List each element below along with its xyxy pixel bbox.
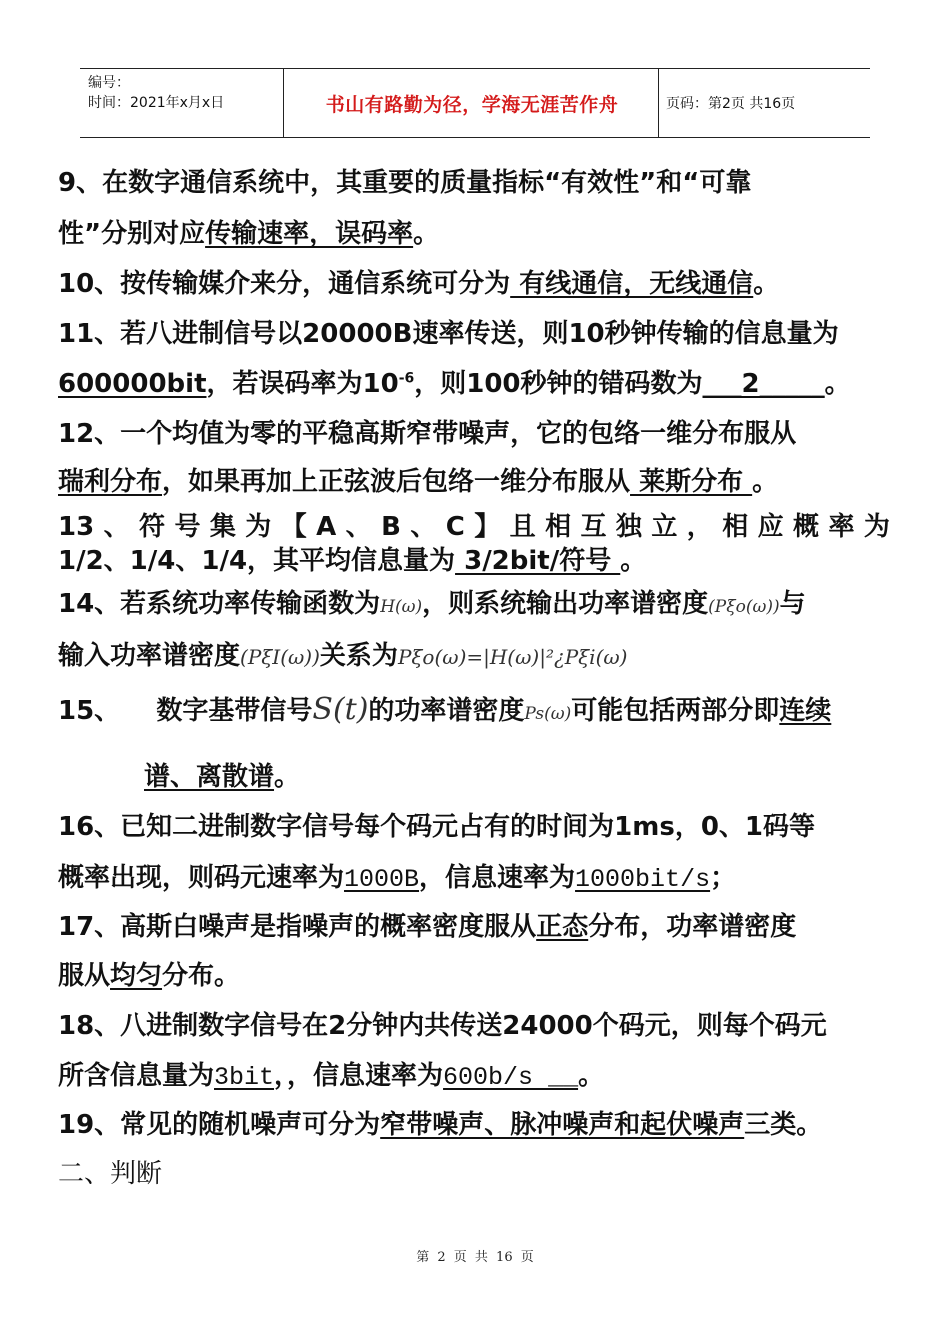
header-meta <box>88 73 283 113</box>
answer: 瑞利分布 <box>58 467 163 497</box>
text: 1/2、1/4、1/4，其平均信息量为 <box>58 546 456 576</box>
q11-line1: 11、若八进制信号以20000B速率传送，则10秒钟传输的信息量为 <box>58 319 839 349</box>
text: 概率出现，则码元速率为 <box>58 863 345 893</box>
q17-line1 <box>58 909 796 945</box>
header-divider <box>658 69 659 137</box>
q14-line1 <box>58 586 806 625</box>
formula-p-input: (PξI(ω)) <box>240 645 320 669</box>
text: 。 <box>753 269 780 299</box>
q17-line2 <box>58 958 240 994</box>
page-header <box>80 68 870 138</box>
q18-line2 <box>58 1058 604 1096</box>
q13-char: 且 <box>509 512 536 542</box>
text: 性”分别对应 <box>58 219 206 249</box>
text: 10、按传输媒介来分，通信系统可分为 <box>58 269 511 299</box>
answer: 均匀 <box>110 961 163 991</box>
text: 15、 数字基带信号 <box>58 696 313 726</box>
header-number-label: 编号： <box>88 75 130 91</box>
section-heading: 二、判断 <box>58 1159 163 1189</box>
text: 服从 <box>58 961 111 991</box>
q13-char: B <box>381 512 401 542</box>
text: 分布。 <box>162 961 241 991</box>
text: 可能包括两部分即 <box>571 696 780 726</box>
q13-char: 13 <box>58 512 95 542</box>
q13-char: 应 <box>757 512 784 542</box>
q13-char: C <box>445 512 465 542</box>
text: ，如果再加上正弦波后包络一维分布服从 <box>162 467 631 497</box>
text: 。 <box>752 467 779 497</box>
text: 。 <box>578 1061 605 1091</box>
formula-h-omega: H(ω) <box>380 597 423 617</box>
q13-char: 相 <box>545 512 572 542</box>
q13-char: 相 <box>722 512 749 542</box>
answer: 有线通信，无线通信 <box>510 269 754 299</box>
answer: 传输速率，误码率 <box>205 219 414 249</box>
text: 。 <box>274 762 301 792</box>
text: 的功率谱密度 <box>368 696 525 726</box>
text: ，则系统输出功率谱密度 <box>422 589 709 619</box>
exponent: -6 <box>398 370 415 387</box>
answer: 正态 <box>536 912 589 942</box>
q13-char: 】 <box>474 512 501 542</box>
answer: 3bit <box>214 1063 275 1092</box>
q18-line1: 18、八进制数字信号在2分钟内共传送24000个码元，则每个码元 <box>58 1011 827 1041</box>
answer: 1000B <box>344 865 420 894</box>
header-page-info: 页码：第2页 共16页 <box>666 96 796 112</box>
q12-line2 <box>58 464 778 500</box>
text: 关系为 <box>319 641 398 671</box>
answer: 600b/s __ <box>443 1063 579 1092</box>
text: 三类。 <box>744 1110 823 1140</box>
text: 分布，功率谱密度 <box>588 912 797 942</box>
q13-char: 率 <box>828 512 855 542</box>
formula-s-t: S(t) <box>312 692 369 727</box>
answer: 连续 <box>779 696 832 726</box>
text: ，若误码率为10 <box>206 369 399 399</box>
q13-char: 互 <box>580 512 607 542</box>
q13-char: 为 <box>245 512 272 542</box>
q16-line2 <box>58 860 736 898</box>
q13-line2 <box>58 543 646 579</box>
answer: 600000bit <box>58 369 207 399</box>
formula-relation: Pξo(ω)=|H(ω)|²¿Pξi(ω) <box>397 645 628 669</box>
text: 与 <box>779 589 806 619</box>
header-divider <box>283 69 284 137</box>
text: ； <box>710 863 737 893</box>
q15-line2 <box>144 759 300 795</box>
formula-p-output: (Pξo(ω)) <box>708 597 780 617</box>
q13-char: 概 <box>793 512 820 542</box>
text: 。 <box>413 219 440 249</box>
q13-char: 、 <box>410 512 437 542</box>
q11-line2 <box>58 366 851 402</box>
answer: ___2_____ <box>702 369 825 399</box>
formula-ps-omega: Ps(ω) <box>524 704 572 724</box>
page-footer: 第 2 页 共 16 页 <box>416 1250 534 1265</box>
text: 19、常见的随机噪声可分为 <box>58 1110 381 1140</box>
answer: 谱、离散谱 <box>144 762 275 792</box>
text: 所含信息量为 <box>58 1061 215 1091</box>
q12-line1: 12、一个均值为零的平稳高斯窄带噪声，它的包络一维分布服从 <box>58 419 797 449</box>
q14-line2 <box>58 638 627 675</box>
text: 。 <box>620 546 647 576</box>
q13-char: 集 <box>209 512 236 542</box>
q19-line <box>58 1107 822 1143</box>
answer: 3/2bit/符号 <box>455 546 621 576</box>
header-motto: 书山有路勤为径，学海无涯苦作舟 <box>325 93 619 116</box>
text: 17、高斯白噪声是指噪声的概率密度服从 <box>58 912 537 942</box>
q16-line1: 16、已知二进制数字信号每个码元占有的时间为1ms，0、1码等 <box>58 812 816 842</box>
q13-char: 、 <box>103 512 130 542</box>
q13-char: ， <box>686 512 713 542</box>
q13-char: 符 <box>139 512 166 542</box>
text: 。 <box>824 369 851 399</box>
text: 14、若系统功率传输函数为 <box>58 589 381 619</box>
q9-line2 <box>58 216 439 252</box>
answer: 莱斯分布 <box>630 467 753 497</box>
header-time-label: 时间：2021年x月x日 <box>88 95 225 111</box>
q13-char: 立 <box>651 512 678 542</box>
q13-char: 【 <box>280 512 307 542</box>
q13-char: 、 <box>345 512 372 542</box>
answer: 窄带噪声、脉冲噪声和起伏噪声 <box>380 1110 745 1140</box>
q13-line1 <box>58 509 890 545</box>
q9-line1: 9、在数字通信系统中，其重要的质量指标“有效性”和“可靠 <box>58 168 752 198</box>
answer: 1000bit/s <box>575 865 711 894</box>
q15-line1 <box>58 692 831 732</box>
q10-line <box>58 266 779 302</box>
q13-char: 独 <box>615 512 642 542</box>
q13-char: 号 <box>174 512 201 542</box>
text: 输入功率谱密度 <box>58 641 241 671</box>
q13-char: 为 <box>863 512 890 542</box>
text: ，信息速率为 <box>419 863 576 893</box>
text: ，，信息速率为 <box>274 1061 444 1091</box>
q13-char: A <box>316 512 337 542</box>
text: ，则100秒钟的错码数为 <box>414 369 703 399</box>
